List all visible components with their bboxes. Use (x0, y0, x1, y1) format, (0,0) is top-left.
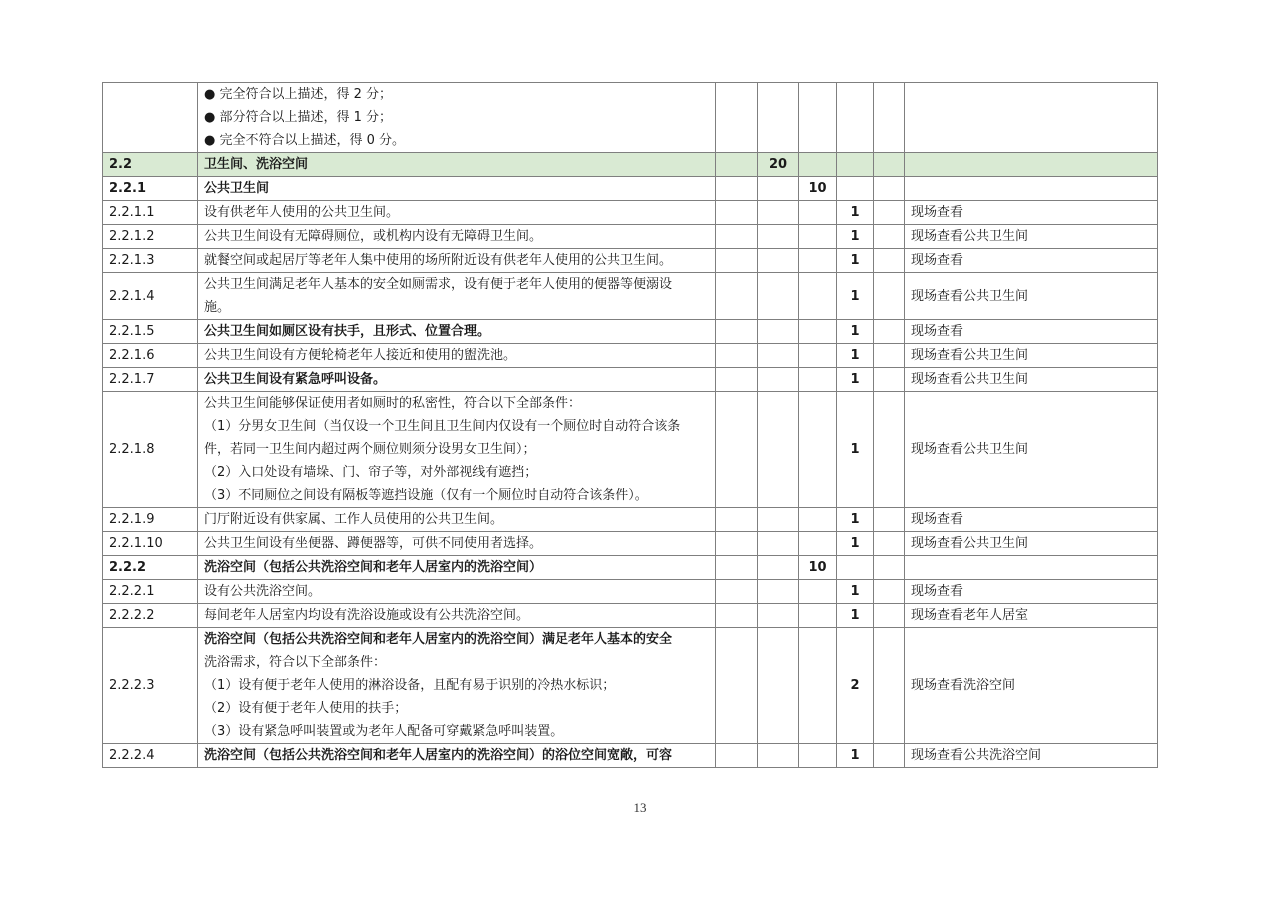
subsection-score (799, 201, 837, 225)
section-score (758, 580, 799, 604)
item-description (198, 532, 716, 556)
item-description (198, 344, 716, 368)
subsection-score (799, 744, 837, 768)
item-id: 2.2.1.4 (103, 273, 198, 320)
subsection-score (799, 249, 837, 273)
page-number: 13 (633, 800, 647, 815)
description-line: ● 完全符合以上描述，得 2 分； (204, 87, 393, 102)
description-line: 公共卫生间如厕区设有扶手，且形式、位置合理。 (204, 324, 491, 339)
item-points (837, 556, 874, 580)
blank-cell (716, 508, 758, 532)
blank-cell (716, 273, 758, 320)
section-score (758, 392, 799, 508)
description-line: （3）不同厕位之间设有隔板等遮挡设施（仅有一个厕位时自动符合该条件）。 (204, 488, 648, 503)
subsection-score (799, 628, 837, 744)
verification-method (905, 153, 1158, 177)
description-line: （1）分男女卫生间（当仅设一个卫生间且卫生间内仅设有一个厕位时自动符合该条 (204, 419, 681, 434)
blank-cell (716, 83, 758, 153)
blank-cell (716, 628, 758, 744)
blank-cell (874, 225, 905, 249)
verification-method: 现场查看 (905, 201, 1158, 225)
blank-cell (874, 177, 905, 201)
subsection-score (799, 392, 837, 508)
item-id: 2.2.2 (103, 556, 198, 580)
item-points: 1 (837, 580, 874, 604)
verification-method (905, 556, 1158, 580)
table-row (103, 177, 1158, 201)
item-points: 1 (837, 532, 874, 556)
item-id: 2.2.2.2 (103, 604, 198, 628)
verification-method: 现场查看公共卫生间 (905, 368, 1158, 392)
table-row (103, 392, 1158, 508)
item-description (198, 83, 716, 153)
verification-method: 现场查看 (905, 249, 1158, 273)
item-id: 2.2.1.7 (103, 368, 198, 392)
description-line: （1）设有便于老年人使用的淋浴设备，且配有易于识别的冷热水标识； (204, 678, 616, 693)
blank-cell (716, 744, 758, 768)
blank-cell (874, 508, 905, 532)
description-line: 公共卫生间满足老年人基本的安全如厕需求，设有便于老年人使用的便器等便溺设 (204, 277, 673, 292)
section-score (758, 273, 799, 320)
subsection-score (799, 344, 837, 368)
item-id: 2.2.1.1 (103, 201, 198, 225)
description-line: 洗浴空间（包括公共洗浴空间和老年人居室内的洗浴空间） (204, 560, 543, 575)
subsection-score (799, 153, 837, 177)
item-description (198, 392, 716, 508)
section-score (758, 320, 799, 344)
description-line: 每间老年人居室内均设有洗浴设施或设有公共洗浴空间。 (204, 608, 530, 623)
blank-cell (874, 580, 905, 604)
item-description (198, 273, 716, 320)
item-points: 1 (837, 249, 874, 273)
item-description (198, 177, 716, 201)
section-score (758, 368, 799, 392)
verification-method: 现场查看公共卫生间 (905, 532, 1158, 556)
blank-cell (874, 556, 905, 580)
item-id (103, 83, 198, 153)
blank-cell (874, 273, 905, 320)
blank-cell (716, 344, 758, 368)
item-description (198, 153, 716, 177)
item-points (837, 83, 874, 153)
verification-method: 现场查看 (905, 580, 1158, 604)
blank-cell (874, 604, 905, 628)
table-row (103, 628, 1158, 744)
blank-cell (716, 225, 758, 249)
item-description (198, 249, 716, 273)
description-line: 公共卫生间 (204, 181, 270, 196)
description-line: （2）入口处设有墙垛、门、帘子等，对外部视线有遮挡； (204, 465, 538, 480)
verification-method: 现场查看老年人居室 (905, 604, 1158, 628)
description-line: 公共卫生间设有坐便器、蹲便器等，可供不同使用者选择。 (204, 536, 543, 551)
verification-method: 现场查看 (905, 320, 1158, 344)
blank-cell (716, 320, 758, 344)
verification-method: 现场查看洗浴空间 (905, 628, 1158, 744)
blank-cell (874, 344, 905, 368)
section-score (758, 628, 799, 744)
subsection-score (799, 508, 837, 532)
table-row (103, 580, 1158, 604)
blank-cell (716, 368, 758, 392)
subsection-score (799, 604, 837, 628)
item-points: 1 (837, 392, 874, 508)
blank-cell (716, 532, 758, 556)
table-row (103, 201, 1158, 225)
section-score (758, 201, 799, 225)
subsection-score (799, 83, 837, 153)
table-row (103, 744, 1158, 768)
verification-method (905, 83, 1158, 153)
blank-cell (874, 368, 905, 392)
item-points: 1 (837, 320, 874, 344)
description-line: 洗浴空间（包括公共洗浴空间和老年人居室内的洗浴空间）的浴位空间宽敞，可容 (204, 748, 673, 763)
blank-cell (874, 532, 905, 556)
blank-cell (874, 744, 905, 768)
verification-method: 现场查看公共卫生间 (905, 344, 1158, 368)
item-description (198, 368, 716, 392)
item-id: 2.2.2.1 (103, 580, 198, 604)
subsection-score: 10 (799, 177, 837, 201)
blank-cell (716, 392, 758, 508)
item-points: 1 (837, 344, 874, 368)
description-line: 件，若同一卫生间内超过两个厕位则须分设男女卫生间）； (204, 442, 536, 457)
description-line: 公共卫生间设有无障碍厕位，或机构内设有无障碍卫生间。 (204, 229, 543, 244)
description-line: 设有公共洗浴空间。 (204, 584, 322, 599)
item-description (198, 225, 716, 249)
description-line: 施。 (204, 300, 231, 315)
item-id: 2.2.1.8 (103, 392, 198, 508)
standards-table (102, 82, 1158, 768)
description-line: 卫生间、洗浴空间 (204, 157, 309, 172)
blank-cell (874, 83, 905, 153)
item-description (198, 628, 716, 744)
item-points (837, 177, 874, 201)
description-line: 门厅附近设有供家属、工作人员使用的公共卫生间。 (204, 512, 504, 527)
blank-cell (716, 153, 758, 177)
item-points (837, 153, 874, 177)
description-line: 公共卫生间设有紧急呼叫设备。 (204, 372, 387, 387)
subsection-score (799, 225, 837, 249)
item-id: 2.2.1 (103, 177, 198, 201)
table-row (103, 604, 1158, 628)
section-score: 20 (758, 153, 799, 177)
section-score (758, 249, 799, 273)
verification-method (905, 177, 1158, 201)
item-id: 2.2.1.5 (103, 320, 198, 344)
section-score (758, 604, 799, 628)
blank-cell (716, 177, 758, 201)
item-id: 2.2.2.3 (103, 628, 198, 744)
verification-method: 现场查看 (905, 508, 1158, 532)
subsection-score (799, 580, 837, 604)
item-description (198, 556, 716, 580)
description-line: 设有供老年人使用的公共卫生间。 (204, 205, 400, 220)
section-score (758, 532, 799, 556)
description-line: 就餐空间或起居厅等老年人集中使用的场所附近设有供老年人使用的公共卫生间。 (204, 253, 673, 268)
item-id: 2.2.1.10 (103, 532, 198, 556)
item-description (198, 320, 716, 344)
verification-method: 现场查看公共卫生间 (905, 273, 1158, 320)
description-line: 公共卫生间设有方便轮椅老年人接近和使用的盥洗池。 (204, 348, 517, 363)
subsection-score (799, 368, 837, 392)
item-id: 2.2.1.9 (103, 508, 198, 532)
item-description (198, 201, 716, 225)
item-description (198, 604, 716, 628)
item-id: 2.2.2.4 (103, 744, 198, 768)
item-points: 1 (837, 201, 874, 225)
blank-cell (716, 249, 758, 273)
verification-method: 现场查看公共洗浴空间 (905, 744, 1158, 768)
item-description (198, 508, 716, 532)
item-points: 1 (837, 744, 874, 768)
table-row (103, 225, 1158, 249)
section-score (758, 508, 799, 532)
section-score (758, 177, 799, 201)
description-line: ● 完全不符合以上描述，得 0 分。 (204, 133, 406, 148)
table-row (103, 556, 1158, 580)
blank-cell (874, 392, 905, 508)
description-line: （2）设有便于老年人使用的扶手； (204, 701, 408, 716)
item-id: 2.2 (103, 153, 198, 177)
blank-cell (874, 249, 905, 273)
item-id: 2.2.1.6 (103, 344, 198, 368)
blank-cell (874, 153, 905, 177)
item-id: 2.2.1.3 (103, 249, 198, 273)
description-line: （3）设有紧急呼叫装置或为老年人配备可穿戴紧急呼叫装置。 (204, 724, 564, 739)
verification-method: 现场查看公共卫生间 (905, 392, 1158, 508)
item-points: 1 (837, 273, 874, 320)
blank-cell (716, 556, 758, 580)
table-row (103, 532, 1158, 556)
description-line: 公共卫生间能够保证使用者如厕时的私密性，符合以下全部条件： (204, 396, 582, 411)
item-points: 2 (837, 628, 874, 744)
table-row (103, 249, 1158, 273)
subsection-score: 10 (799, 556, 837, 580)
item-points: 1 (837, 225, 874, 249)
item-description (198, 744, 716, 768)
verification-method: 现场查看公共卫生间 (905, 225, 1158, 249)
blank-cell (716, 580, 758, 604)
subsection-score (799, 532, 837, 556)
item-points: 1 (837, 604, 874, 628)
blank-cell (874, 628, 905, 744)
section-score (758, 556, 799, 580)
table-row (103, 508, 1158, 532)
item-description (198, 580, 716, 604)
section-score (758, 83, 799, 153)
table-row (103, 368, 1158, 392)
table-row (103, 344, 1158, 368)
description-line: 洗浴需求，符合以下全部条件： (204, 655, 387, 670)
item-points: 1 (837, 508, 874, 532)
item-points: 1 (837, 368, 874, 392)
description-line: 洗浴空间（包括公共洗浴空间和老年人居室内的洗浴空间）满足老年人基本的安全 (204, 632, 673, 647)
subsection-score (799, 273, 837, 320)
table-row (103, 83, 1158, 153)
blank-cell (716, 201, 758, 225)
item-id: 2.2.1.2 (103, 225, 198, 249)
blank-cell (716, 604, 758, 628)
section-score (758, 225, 799, 249)
blank-cell (874, 320, 905, 344)
section-score (758, 744, 799, 768)
section-row (103, 153, 1158, 177)
subsection-score (799, 320, 837, 344)
table-row (103, 320, 1158, 344)
blank-cell (874, 201, 905, 225)
section-score (758, 344, 799, 368)
table-row (103, 273, 1158, 320)
description-line: ● 部分符合以上描述，得 1 分； (204, 110, 393, 125)
